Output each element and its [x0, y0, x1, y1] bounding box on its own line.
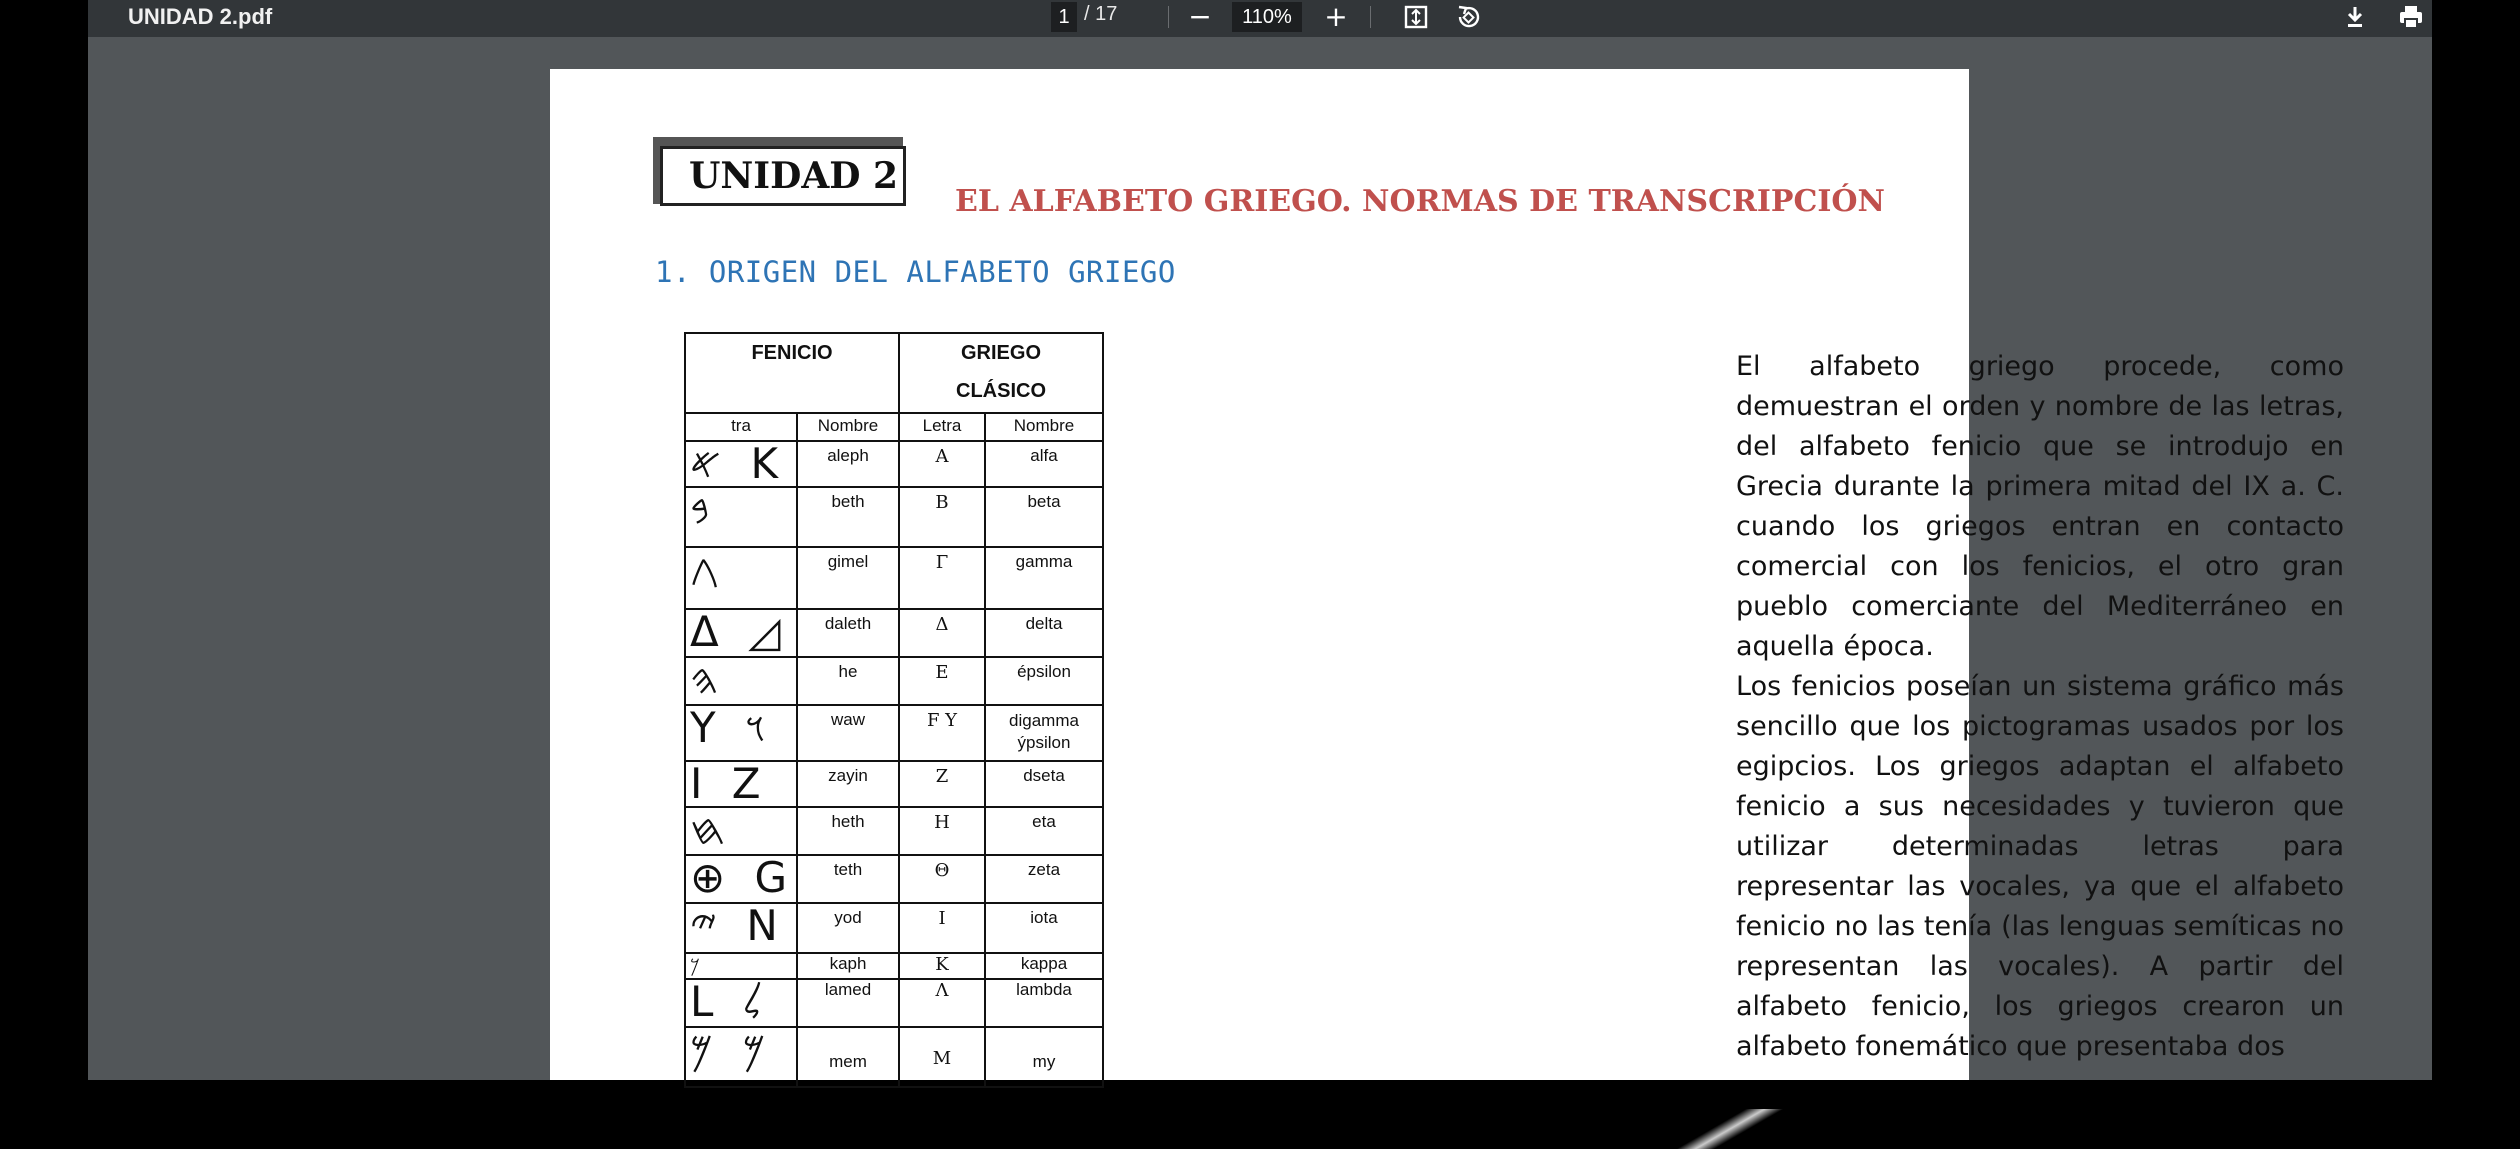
- greek-name: épsilon: [985, 657, 1103, 705]
- greek-letter: Δ: [899, 609, 985, 657]
- greek-letter: Λ: [899, 979, 985, 1027]
- greek-letter: Z: [899, 761, 985, 807]
- phoenician-name: waw: [797, 705, 899, 761]
- page-number-input[interactable]: 1: [1051, 2, 1077, 32]
- toolbar-divider: [1168, 6, 1169, 28]
- table-row: [685, 487, 1103, 547]
- greek-name: my: [985, 1027, 1103, 1087]
- table-row: [685, 441, 1103, 487]
- greek-letter: H: [899, 807, 985, 855]
- phoenician-name: aleph: [797, 441, 899, 487]
- greek-name: delta: [985, 609, 1103, 657]
- phoenician-glyph: Δ ◿: [685, 609, 797, 657]
- greek-letter: Θ: [899, 855, 985, 903]
- phoenician-glyph: 𐤁: [685, 487, 797, 547]
- greek-name: zeta: [985, 855, 1103, 903]
- header-greek: GRIEGO CLÁSICO: [899, 333, 1103, 413]
- greek-letter: F Y: [899, 705, 985, 761]
- phoenician-glyph: L 𐤋: [685, 979, 797, 1027]
- paragraph-origin: El alfabeto griego procede, como demuestran el orden y nombre de las letras, del alfabeto fenicio que se introdujo en Grecia durante la primera mitad del IX a. C. cuando los griegos entran en contacto comercial con los fenicios, el otro gran pueblo comerciante del Mediterráneo en aquella época.: [1736, 351, 2344, 662]
- unit-label: UNIDAD 2: [660, 146, 906, 206]
- table-row: [685, 761, 1103, 807]
- phoenician-glyph: 𐤇: [685, 807, 797, 855]
- phoenician-name: lamed: [797, 979, 899, 1027]
- greek-letter: K: [899, 953, 985, 979]
- paragraph-phoenicians: Los fenicios poseían un sistema gráfico más sencillo que los pictogramas usados por los egipcios. Los griegos adaptan el alfabeto fenicio a sus necesidades y tuvieron que utilizar determinadas letras para representar las vocales, ya que el alfabeto fenicio no las tenía (las lenguas semíticas no representan las vocales). A partir del alfabeto fenicio, los griegos crearon un alfabeto fonemático que presentaba dos: [1736, 671, 2344, 1062]
- viewer-toolbar: [88, 0, 2432, 37]
- phoenician-glyph: ⊕ G: [685, 855, 797, 903]
- zoom-out-button[interactable]: −: [1188, 0, 1212, 33]
- phoenician-glyph: Y 𐤅: [685, 705, 797, 761]
- greek-name: iota: [985, 903, 1103, 953]
- phoenician-name: kaph: [797, 953, 899, 979]
- greek-name: kappa: [985, 953, 1103, 979]
- table-row: [685, 657, 1103, 705]
- page-total: / 17: [1084, 3, 1118, 25]
- greek-letter: E: [899, 657, 985, 705]
- greek-letter: M: [899, 1027, 985, 1087]
- greek-letter: I: [899, 903, 985, 953]
- zoom-level[interactable]: 110%: [1232, 2, 1302, 32]
- watermark-streak: [1670, 1109, 1790, 1149]
- phoenician-name: teth: [797, 855, 899, 903]
- table-row: [685, 953, 1103, 979]
- fit-page-icon[interactable]: [1399, 0, 1433, 34]
- phoenician-name: zayin: [797, 761, 899, 807]
- download-icon[interactable]: [2338, 0, 2372, 34]
- table-row: [685, 705, 1103, 761]
- pdf-viewer: [88, 0, 2432, 1080]
- chapter-title: EL ALFABETO GRIEGO. NORMAS DE TRANSCRIPCIÓN: [955, 184, 1885, 219]
- pdf-page: [550, 69, 2344, 1080]
- phoenician-glyph: 𐤊: [685, 953, 797, 979]
- greek-name: beta: [985, 487, 1103, 547]
- phoenician-glyph: 𐤉 N: [685, 903, 797, 953]
- phoenician-name: heth: [797, 807, 899, 855]
- greek-name: dseta: [985, 761, 1103, 807]
- table-row: [685, 1027, 1103, 1087]
- print-icon[interactable]: [2394, 0, 2428, 34]
- phoenician-name: daleth: [797, 609, 899, 657]
- phoenician-name: he: [797, 657, 899, 705]
- subheader-letra: Letra: [899, 413, 985, 441]
- zoom-in-button[interactable]: +: [1324, 0, 1348, 33]
- table-row: [685, 807, 1103, 855]
- table-row: [685, 547, 1103, 609]
- rotate-icon[interactable]: [1451, 0, 1485, 34]
- subheader-tra: tra: [685, 413, 797, 441]
- header-phoenician: FENICIO: [685, 333, 899, 413]
- phoenician-glyph: I Z: [685, 761, 797, 807]
- table-row: [685, 609, 1103, 657]
- section-title: 1. ORIGEN DEL ALFABETO GRIEGO: [655, 255, 1176, 289]
- toolbar-divider: [1370, 6, 1371, 28]
- greek-name: alfa: [985, 441, 1103, 487]
- phoenician-glyph: 𐤌 𐤌: [685, 1027, 797, 1087]
- phoenician-glyph: 𐤄: [685, 657, 797, 705]
- phoenician-name: gimel: [797, 547, 899, 609]
- greek-name: eta: [985, 807, 1103, 855]
- greek-name: gamma: [985, 547, 1103, 609]
- table-row: [685, 855, 1103, 903]
- phoenician-glyph: 𐤂: [685, 547, 797, 609]
- phoenician-glyph: 𐤀 K: [685, 441, 797, 487]
- table-row: [685, 903, 1103, 953]
- greek-name: digamma ýpsilon: [985, 705, 1103, 761]
- phoenician-name: yod: [797, 903, 899, 953]
- greek-name: lambda: [985, 979, 1103, 1027]
- greek-letter: B: [899, 487, 985, 547]
- table-row: [685, 979, 1103, 1027]
- phoenician-name: beth: [797, 487, 899, 547]
- subheader-nombre: Nombre: [797, 413, 899, 441]
- file-name: UNIDAD 2.pdf: [128, 4, 273, 29]
- phoenician-name: mem: [797, 1027, 899, 1087]
- greek-letter: A: [899, 441, 985, 487]
- greek-letter: Γ: [899, 547, 985, 609]
- subheader-nombre-griego: Nombre: [985, 413, 1103, 441]
- alphabet-table: [684, 332, 1104, 1088]
